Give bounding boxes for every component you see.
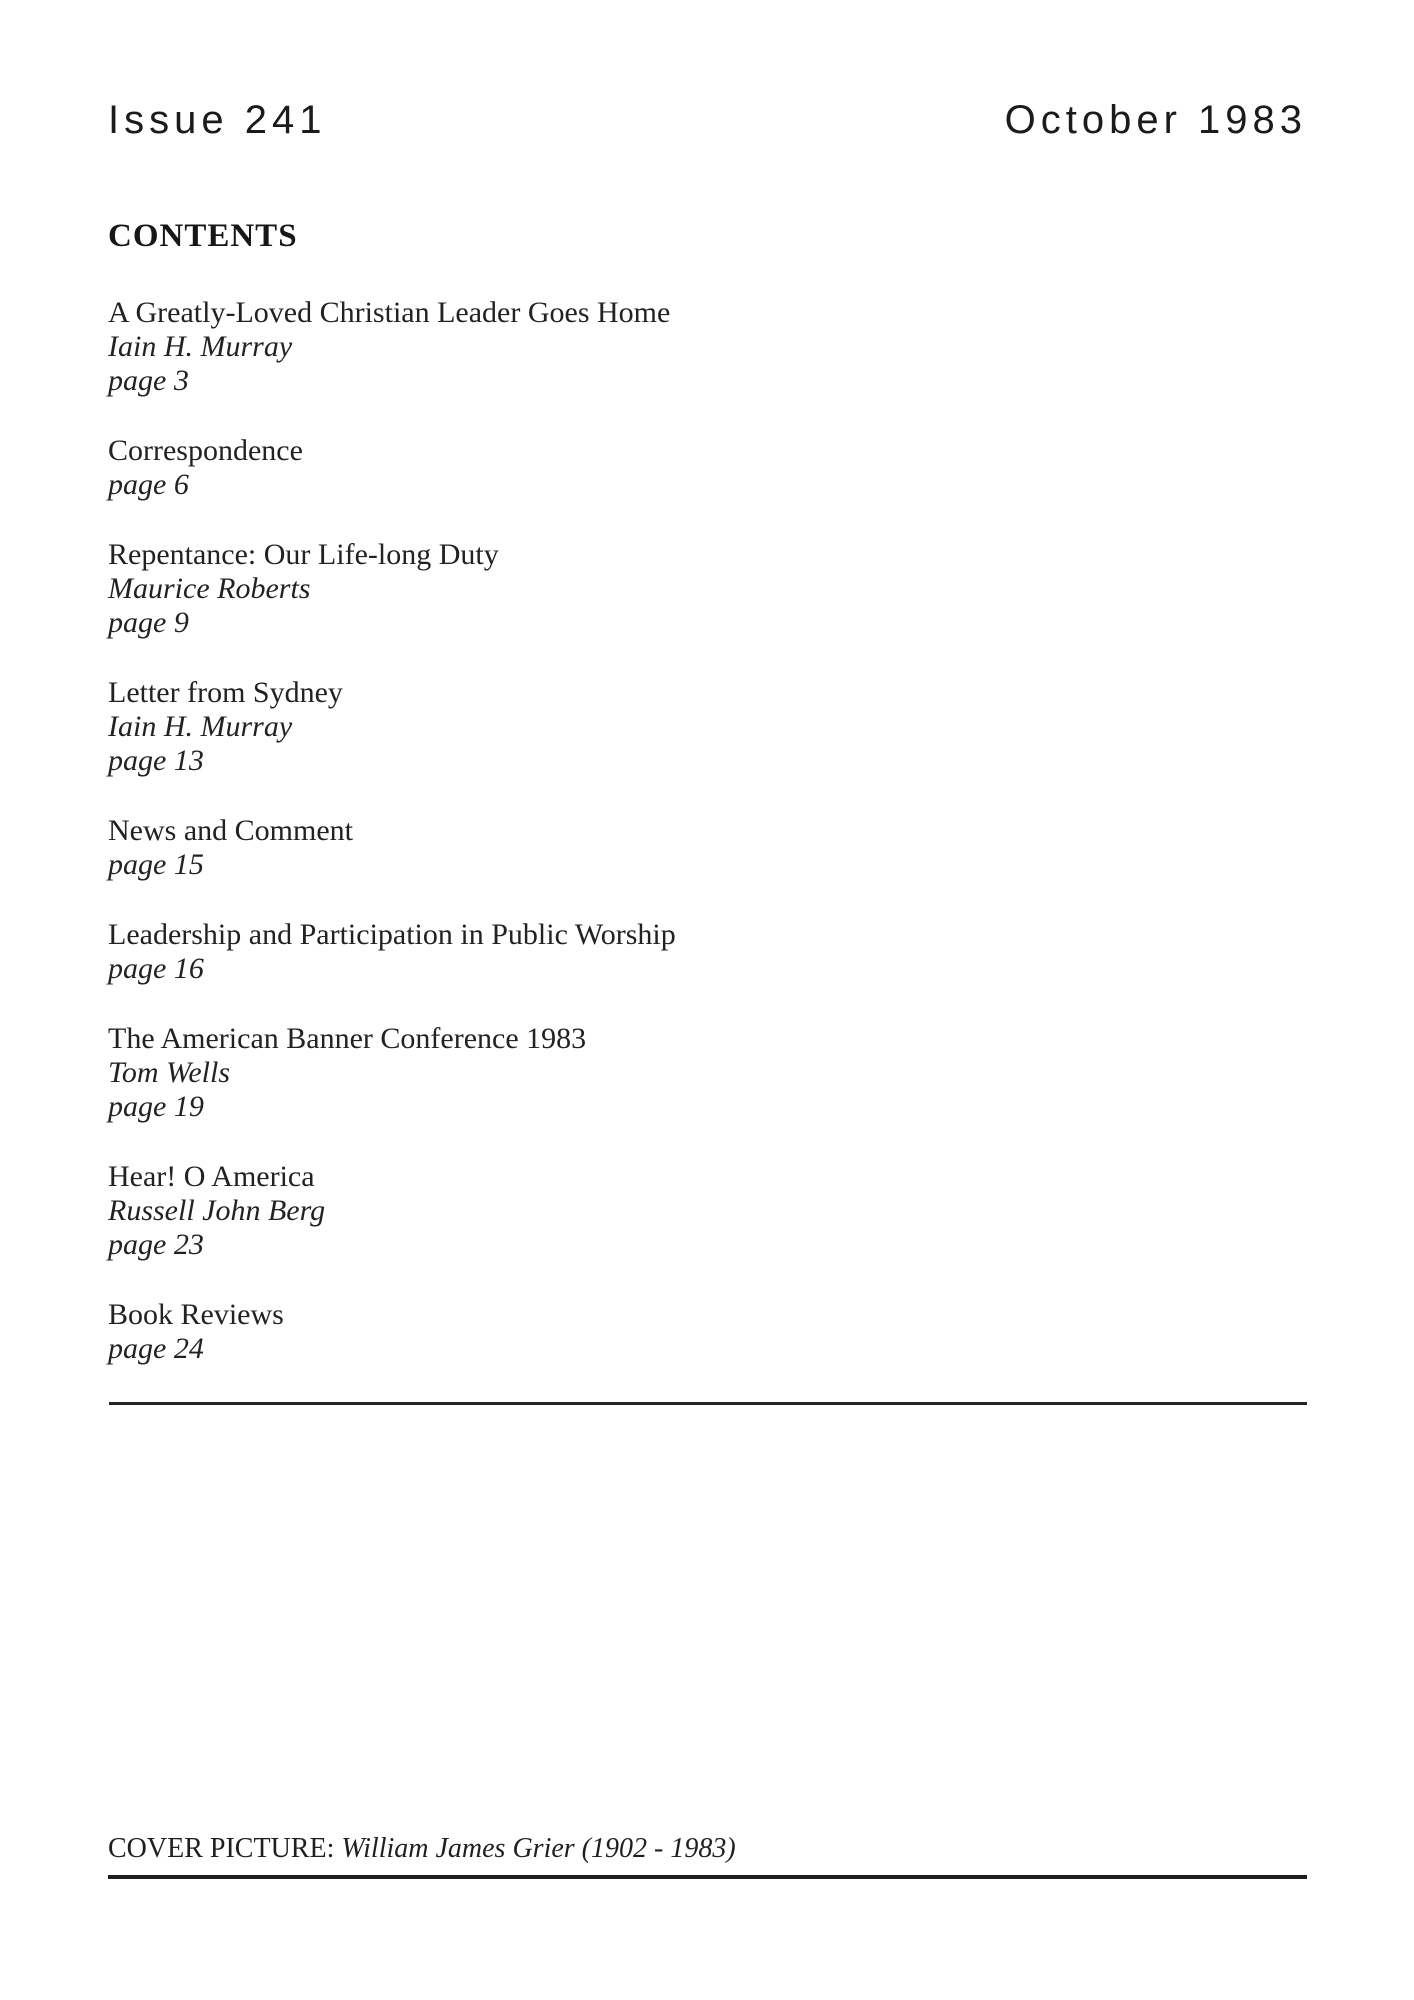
toc-entry-title: Repentance: Our Life-long Duty bbox=[108, 538, 499, 571]
toc-entry-title: Letter from Sydney bbox=[108, 676, 343, 709]
toc-entry-author: Iain H. Murray bbox=[108, 710, 293, 743]
toc-entry-title: The American Banner Conference 1983 bbox=[108, 1022, 587, 1055]
toc-entry-title: Book Reviews bbox=[108, 1298, 284, 1331]
toc-entry-author: Tom Wells bbox=[108, 1056, 230, 1089]
toc-entry bbox=[108, 918, 1307, 986]
toc-entry-title: A Greatly-Loved Christian Leader Goes Home bbox=[108, 296, 671, 329]
toc-entry-page: page 6 bbox=[108, 468, 189, 501]
cover-picture-caption: William James Grier (1902 - 1983) bbox=[341, 1833, 736, 1864]
toc-entry-page: page 23 bbox=[108, 1228, 204, 1261]
table-of-contents bbox=[108, 296, 1307, 1366]
toc-entry-title: Correspondence bbox=[108, 434, 303, 467]
footer-divider bbox=[108, 1875, 1307, 1879]
cover-picture-line bbox=[108, 1832, 1307, 1866]
toc-entry-title: Hear! O America bbox=[108, 1160, 315, 1193]
toc-entry bbox=[108, 814, 1307, 882]
issue-number: Issue 241 bbox=[108, 98, 327, 142]
toc-entry bbox=[108, 296, 1307, 398]
toc-entry bbox=[108, 1160, 1307, 1262]
contents-divider bbox=[109, 1402, 1307, 1405]
toc-entry-author: Russell John Berg bbox=[108, 1194, 326, 1227]
contents-heading: CONTENTS bbox=[108, 218, 298, 254]
toc-entry bbox=[108, 676, 1307, 778]
footer bbox=[108, 1832, 1307, 1887]
toc-entry-page: page 13 bbox=[108, 744, 204, 777]
toc-entry-title: Leadership and Participation in Public Worship bbox=[108, 918, 676, 951]
toc-entry-author: Maurice Roberts bbox=[108, 572, 311, 605]
toc-entry bbox=[108, 1298, 1307, 1366]
toc-entry-author: Iain H. Murray bbox=[108, 330, 293, 363]
toc-entry-page: page 9 bbox=[108, 606, 189, 639]
toc-entry-title: News and Comment bbox=[108, 814, 353, 847]
toc-entry-page: page 3 bbox=[108, 364, 189, 397]
issue-date: October 1983 bbox=[1004, 98, 1307, 142]
toc-entry bbox=[108, 538, 1307, 640]
toc-entry bbox=[108, 434, 1307, 502]
toc-entry bbox=[108, 1022, 1307, 1124]
toc-entry-page: page 24 bbox=[108, 1332, 204, 1365]
toc-entry-page: page 15 bbox=[108, 848, 204, 881]
toc-entry-page: page 16 bbox=[108, 952, 204, 985]
cover-picture-label: COVER PICTURE: bbox=[108, 1833, 335, 1864]
masthead bbox=[108, 100, 1307, 140]
toc-entry-page: page 19 bbox=[108, 1090, 204, 1123]
